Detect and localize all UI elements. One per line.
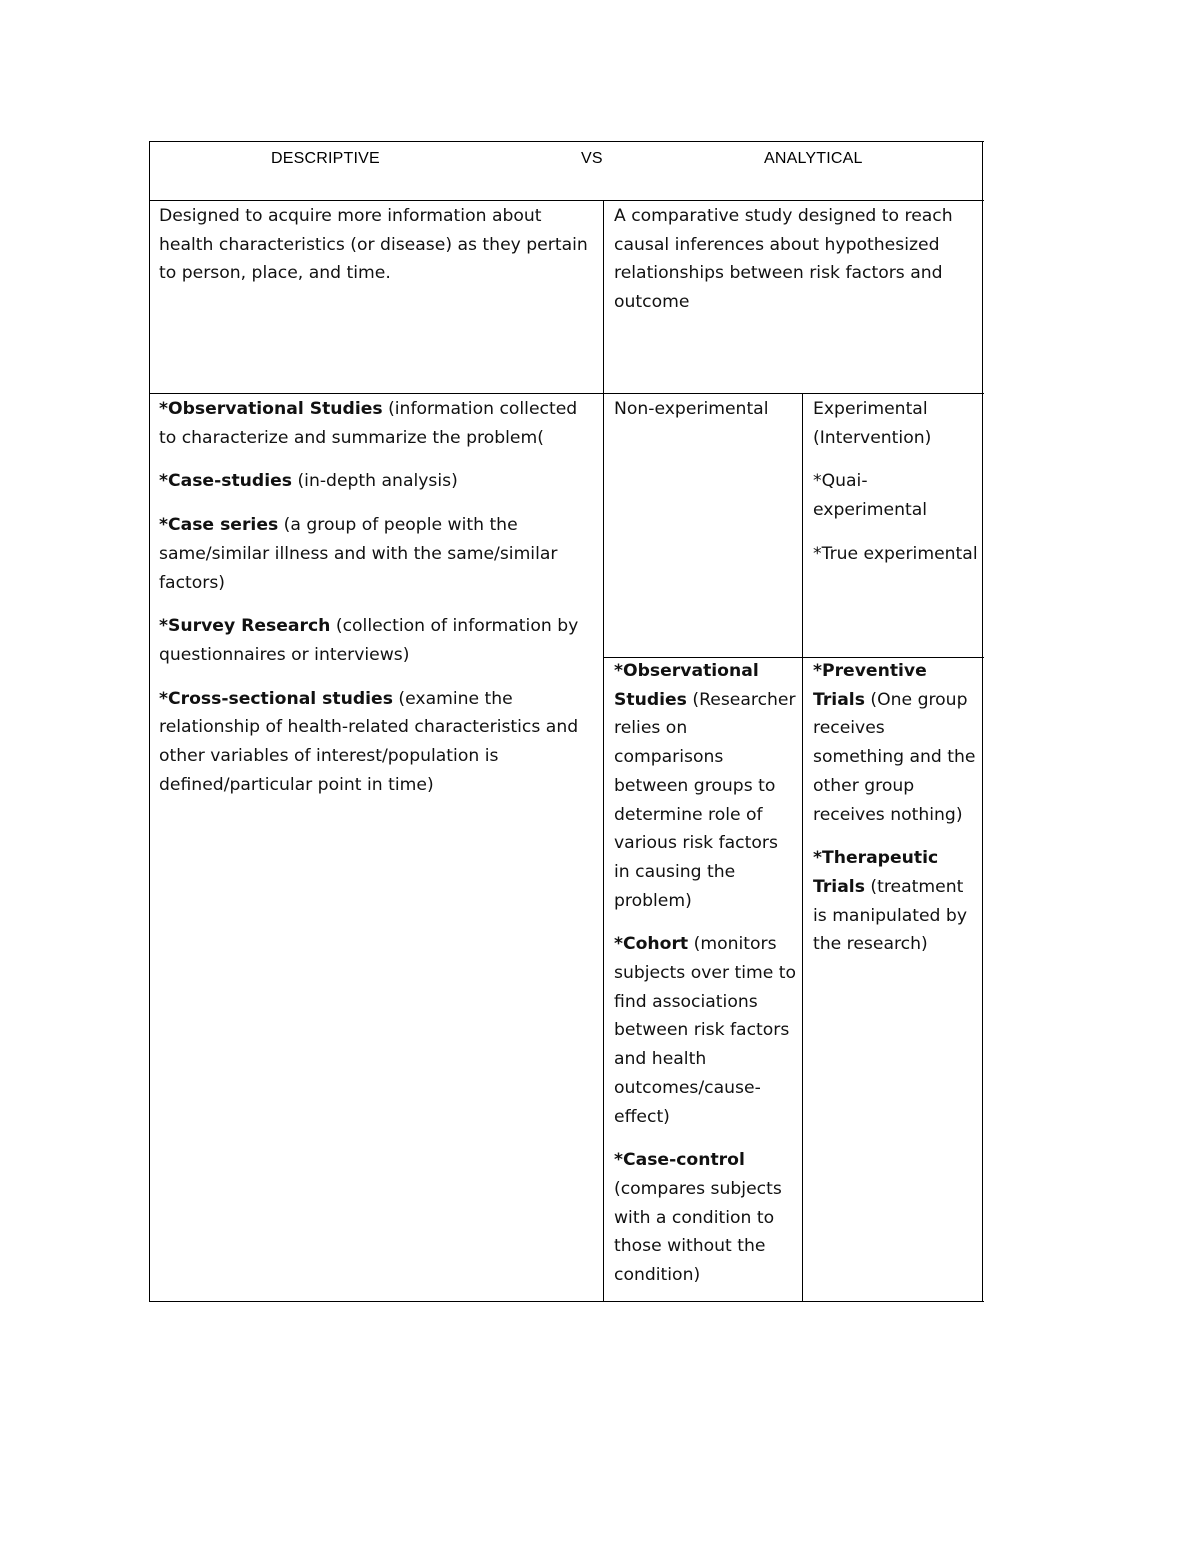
experimental-type: *Quai-experimental bbox=[813, 471, 928, 521]
table-left-border bbox=[149, 141, 150, 1302]
descriptive-item-detail: (collection of information by questionnaires or interviews) bbox=[159, 616, 579, 665]
experimental-heading-cell bbox=[813, 395, 979, 569]
non-experimental-title: Non-experimental bbox=[614, 399, 769, 419]
descriptive-definition: Designed to acquire more information about health characteristics (or disease) as they pertain to person, place, and time. bbox=[159, 206, 588, 284]
descriptive-item bbox=[159, 612, 599, 669]
non-experimental-items-cell bbox=[614, 657, 798, 1290]
definition-divider bbox=[149, 393, 984, 394]
descriptive-item-term: *Case-studies bbox=[159, 471, 292, 492]
analytical-subdivider bbox=[802, 393, 803, 1302]
analytical-definition-cell bbox=[614, 202, 980, 317]
non-experimental-item-detail: (monitors subjects over time to find associations between risk factors and health outcomes/cause-effect) bbox=[614, 934, 797, 1127]
descriptive-item bbox=[159, 511, 599, 597]
descriptive-item-term: *Case series bbox=[159, 515, 279, 536]
descriptive-item-term: *Cross-sectional studies bbox=[159, 688, 393, 709]
experimental-item bbox=[813, 844, 979, 959]
non-experimental-item bbox=[614, 657, 798, 915]
experimental-item-term: *Preventive Trials bbox=[813, 661, 927, 710]
experimental-item-detail: (One group receives something and the other group receives nothing) bbox=[813, 689, 976, 825]
non-experimental-item bbox=[614, 1146, 798, 1290]
descriptive-item bbox=[159, 467, 599, 496]
analytical-definition: A comparative study designed to reach causal inferences about hypothesized relationships between risk factors and outcome bbox=[614, 206, 953, 313]
descriptive-item-detail: (a group of people with the same/similar illness and with the same/similar factors) bbox=[159, 515, 558, 593]
experimental-item-term: *Therapeutic Trials bbox=[813, 848, 939, 897]
descriptive-item-detail: (examine the relationship of health-related characteristics and other variables of interest/population is defined/particular point in time) bbox=[159, 688, 579, 795]
experimental-items-cell bbox=[813, 657, 979, 959]
descriptive-item-term: *Observational Studies bbox=[159, 399, 383, 419]
descriptive-item bbox=[159, 395, 599, 452]
non-experimental-item-term: *Cohort bbox=[614, 934, 689, 955]
experimental-title: Experimental (Intervention) bbox=[813, 399, 932, 448]
header-vs: VS bbox=[581, 150, 603, 167]
table-header bbox=[150, 142, 983, 200]
column-divider bbox=[603, 200, 604, 1302]
experimental-item bbox=[813, 657, 979, 829]
header-descriptive: DESCRIPTIVE bbox=[271, 150, 380, 167]
non-experimental-item-term: *Case-control bbox=[614, 1150, 745, 1171]
table-right-border bbox=[982, 141, 983, 1302]
descriptive-item-detail: (in-depth analysis) bbox=[292, 471, 458, 492]
header-divider bbox=[149, 200, 984, 201]
header-analytical: ANALYTICAL bbox=[764, 150, 863, 167]
descriptive-definition-cell bbox=[159, 202, 599, 288]
descriptive-item-detail: (information collected to characterize and summarize the problem( bbox=[159, 399, 578, 448]
table-bottom-border bbox=[149, 1301, 984, 1302]
non-experimental-item bbox=[614, 930, 798, 1131]
non-experimental-item-detail: (compares subjects with a condition to those without the condition) bbox=[614, 1178, 782, 1286]
non-experimental-item-term: *Observational Studies bbox=[614, 661, 759, 710]
non-experimental-heading-cell bbox=[614, 395, 800, 424]
descriptive-types-cell bbox=[159, 395, 599, 799]
descriptive-item bbox=[159, 685, 599, 800]
non-experimental-item-detail: (Researcher relies on comparisons between groups to determine role of various risk factors in causing the problem) bbox=[614, 689, 796, 911]
experimental-type: *True experimental bbox=[813, 543, 978, 564]
experimental-item-detail: (treatment is manipulated by the research) bbox=[813, 876, 968, 955]
descriptive-item-term: *Survey Research bbox=[159, 616, 331, 637]
